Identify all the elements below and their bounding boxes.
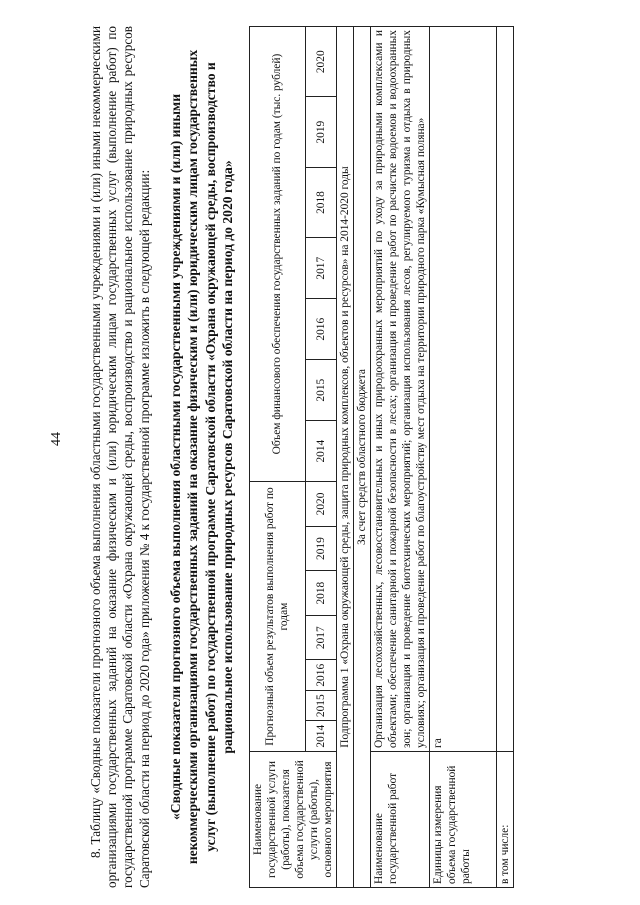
indicators-table xyxy=(249,26,514,888)
year-cell: 2018 xyxy=(306,571,337,616)
year-cell: 2016 xyxy=(306,299,337,360)
budget-row xyxy=(353,27,370,888)
row-label: Единицы измерения объема государственной работы xyxy=(429,751,496,887)
year-cell: 2015 xyxy=(306,360,337,421)
subprogram-title: Подпрограмма 1 «Охрана окружающей среды, защита природных комплексов, объектов и ресурсов» на 2014-2020 годы xyxy=(336,27,353,888)
unit-row xyxy=(429,27,496,888)
row-label: Наименование государственной работ xyxy=(370,751,429,887)
header-finance: Объем финансового обеспечения государственных заданий по годам (тыс. рублей) xyxy=(249,27,305,482)
work-description: Организация лесохозяйственных, лесовосстановительных и иных природоохранных мероприятий по уходу за природными комплексами и объектами; обеспечение санитарной и пожарной безопасности в лесах; организация и проведение работ по расчистке водоемов и водоохранных зон; организация и проведение биотехнических мероприятий; организация использования лесов, регулируемого туризма и отдыха в природных условиях; организация и проведение работ по благоустройству мест отдыха на территории природного парка «Кумысная поляна» xyxy=(370,27,429,752)
year-cell: 2014 xyxy=(306,421,337,482)
year-cell: 2017 xyxy=(306,238,337,299)
unit-value: га xyxy=(429,27,496,752)
including-row xyxy=(496,27,513,888)
work-name-row xyxy=(370,27,429,888)
intro-text: 8. Таблицу «Сводные показатели прогнозного объема выполнения областными государственными учреждениями и (или) иными некоммерческими организациями государственных заданий на оказание физическим и (или) юридическим лицам государственных услуг (выполнение работ) по государственной программе Саратовской области «Охрана окружающей среды, воспроизводство и рациональное использование природных ресурсов Саратовской области на период до 2020 года» приложения № 4 к государственной программе изложить в следующей редакции: xyxy=(88,26,152,888)
header-row-groups xyxy=(249,27,305,888)
year-cell: 2019 xyxy=(306,97,337,167)
header-volume: Прогнозный объем результатов выполнения работ по годам xyxy=(249,482,305,752)
page-number: 44 xyxy=(49,432,64,446)
empty-cell xyxy=(496,27,513,752)
year-cell: 2017 xyxy=(306,615,337,660)
year-cell: 2019 xyxy=(306,526,337,571)
table-heading: «Сводные показатели прогнозного объема выполнения областными государственными учреждениями и (или) иными некоммерческими организациями государственных заданий на оказание физическим и (или) юридическим лицам государственных услуг (выполнение работ) по государственной программе Саратовской области «Охрана окружающей среды, воспроизводство и рациональное использование природных ресурсов Саратовской области на период до 2020 года» xyxy=(167,49,236,865)
year-cell: 2020 xyxy=(306,482,337,527)
subprogram-row xyxy=(336,27,353,888)
intro-paragraph xyxy=(88,26,153,888)
year-cell: 2016 xyxy=(306,660,337,690)
year-cell: 2014 xyxy=(306,721,337,751)
year-cell: 2018 xyxy=(306,167,337,237)
header-name: Наименование государственной услуги (работы), показателя объема государственной услуги (работы), основного мероприятия xyxy=(249,751,336,887)
row-label: в том числе: xyxy=(496,751,513,887)
budget-title: За счет средств областного бюджета xyxy=(353,27,370,888)
year-cell: 2015 xyxy=(306,690,337,720)
rotated-page-content xyxy=(88,26,628,888)
year-cell: 2020 xyxy=(306,27,337,97)
